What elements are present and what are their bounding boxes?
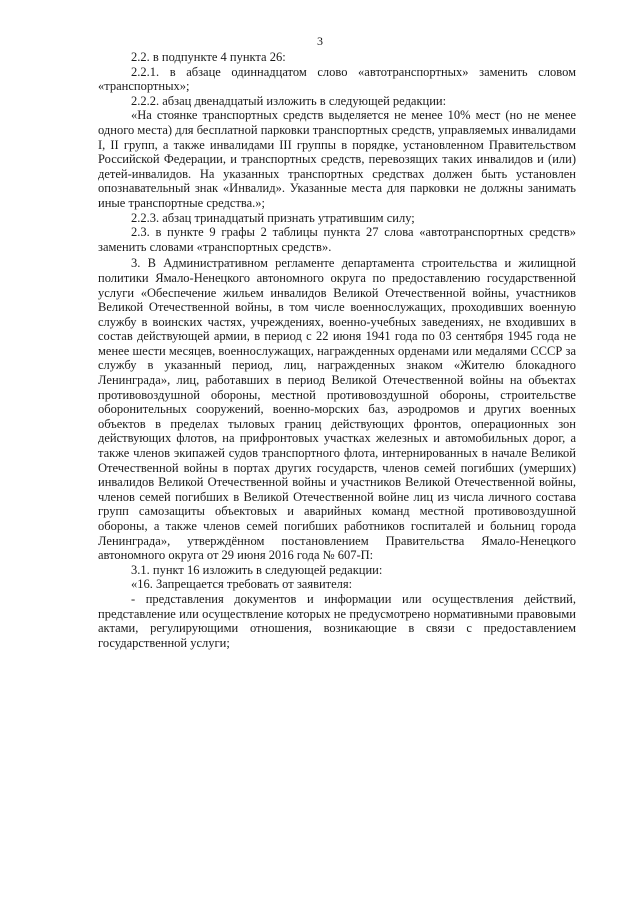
paragraph-2-2-3: 2.2.3. абзац тринадцатый признать утратившим силу; [131,210,415,225]
document-body [98,50,576,650]
paragraph-16-quote: «16. Запрещается требовать от заявителя: [131,577,353,592]
paragraph-2-2: 2.2. в подпункте 4 пункта 26: [131,50,286,64]
paragraph-2-2-2: 2.2.2. абзац двенадцатый изложить в следующей редакции: [131,93,447,108]
paragraph-3: 3. В Административном регламенте департамента строительства и жилищной политики Ямало-Ненецкого автономного округа по предоставлению государственной услуги «Обеспечение жильем инвалидов Великой Отечественной войны, участников Великой Отечественной войны, в том числе военнослужащих, проходивших военную службу в воинских частях, учреждениях, военно-учебных заведениях, не входивших в состав действующей армии, в период с 22 июня 1941 года по 03 сентября 1945 года не менее шести месяцев, военнослужащих, награжденных орденами или медалями СССР за службу в указанный период, лиц, награжденных знаком «Жителю блокадного Ленинграда», лиц, работавших в период Великой Отечественной войны на объектах противовоздушной обороны, местной противовоздушной обороны, строительстве оборонительных сооружений, военно-морских баз, аэродромов и других военных объектов в пределах тыловых границ действующих фронтов, операционных зон действующих флотов, на прифронтовых участках железных и автомобильных дорог, а также членов экипажей судов транспортного флота, интернированных в начале Великой Отечественной войны в портах других государств, членов семей погибших (умерших) инвалидов Великой Отечественной войны и участников Великой Отечественной войны, членов семей погибших в Великой Отечественной войне лиц из числа личного состава групп самозащиты объектовых и аварийных команд местной противовоздушной обороны, а также членов семей погибших работников госпиталей и больниц города Ленинграда», утверждённом постановлением Правительства Ямало-Ненецкого автономного округа от 29 июня 2016 года № 607-П: [98,256,576,563]
paragraph-2-3: 2.3. в пункте 9 графы 2 таблицы пункта 27 слова «автотранспортных средств» заменить словами «транспортных средств». [98,225,576,254]
page-number: 3 [317,34,323,48]
paragraph-requirements-item: - представления документов и информации или осуществления действий, представление или осуществление которых не предусмотрено нормативными правовыми актами, регулирующими отношения, возникающие в связи с предоставлением государственной услуги; [98,591,576,650]
paragraph-2-2-1: 2.2.1. в абзаце одиннадцатом слово «автотранспортных» заменить словом «транспортных»; [98,64,576,94]
paragraph-3-1: 3.1. пункт 16 изложить в следующей редакции: [131,562,383,577]
paragraph-parking-quote: «На стоянке транспортных средств выделяется не менее 10% мест (но не менее одного места) для бесплатной парковки транспортных средств, управляемых инвалидами I, II групп, а также инвалидами III группы в порядке, установленном Правительством Российской Федерации, и транспортных средств, перевозящих таких инвалидов и (или) детей-инвалидов. На указанных транспортных средствах должен быть установлен опознавательный знак «Инвалид». Указанные места для парковки не должны занимать иные транспортные средства.»; [98,108,576,210]
